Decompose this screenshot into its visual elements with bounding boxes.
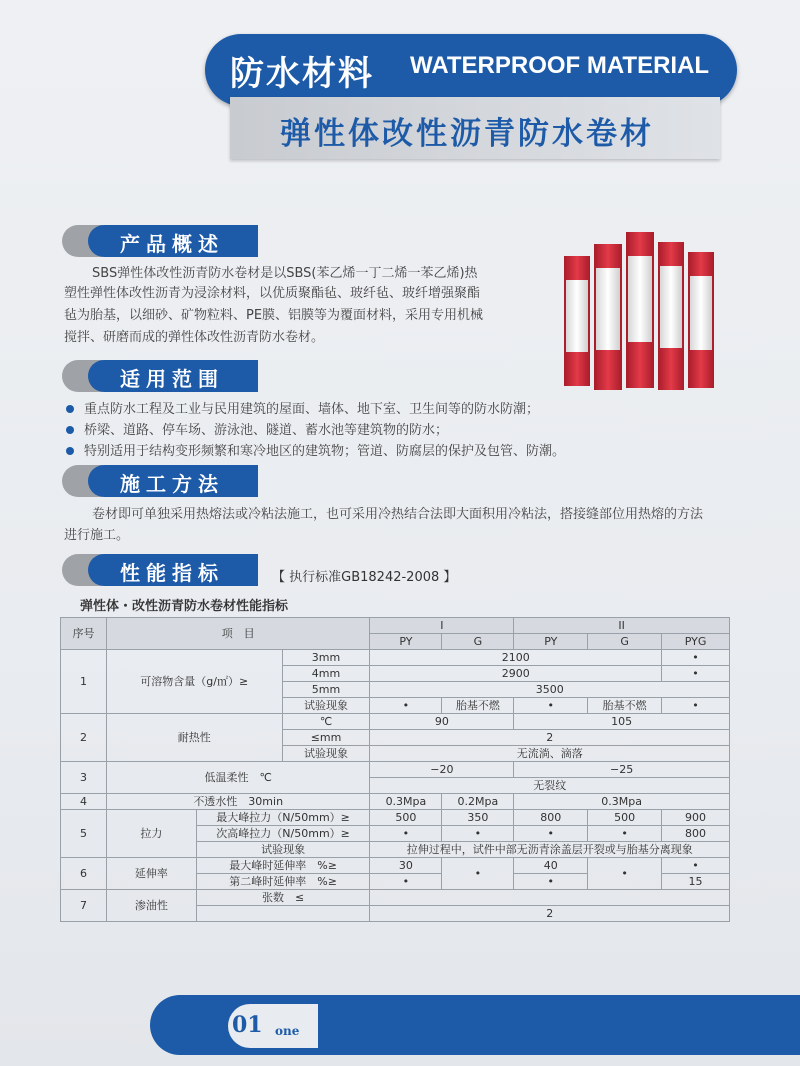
table-row: 试验现象 • 胎基不燃 • 胎基不燃 • (61, 698, 730, 714)
roll-3 (626, 232, 654, 388)
table-row: 4 不透水性 30min 0.3Mpa 0.2Mpa 0.3Mpa (61, 794, 730, 810)
performance-table (60, 617, 730, 922)
table-header-row: 序号 项 目 I II (61, 618, 730, 634)
section-tab-method (62, 465, 258, 497)
roll-2 (594, 244, 622, 390)
overview-line-2: 塑性弹性体改性沥青为浸涂材料，以优质聚酯毡、玻纤毡、玻纤增强聚酯 (64, 286, 481, 301)
method-line-2: 进行施工。 (64, 528, 130, 543)
roll-4 (658, 242, 684, 390)
roll-5 (688, 252, 714, 388)
scope-bullet-2: 桥梁、道路、停车场、游泳池、隧道、蓄水池等建筑物的防水； (66, 419, 448, 438)
table-row: 5 拉力 最大峰拉力（N/50mm）≥ 500 350 800 500 900 (61, 810, 730, 826)
standard-note: 【 执行标准GB18242-2008 】 (272, 570, 457, 585)
table-row: 试验现象 无流淌、滴落 (61, 746, 730, 762)
product-rolls-image (560, 230, 720, 390)
table-row: 第二峰时延伸率 %≥ • • 15 (61, 874, 730, 890)
page-number-word: one (275, 1024, 300, 1038)
table-header-row: PY G PY G PYG (61, 634, 730, 650)
section-label-scope: 适用范围 (120, 367, 224, 391)
section-label-performance: 性能指标 (120, 561, 224, 585)
header-title-cn: 防水材料 (230, 54, 374, 94)
section-tab-performance (62, 554, 258, 586)
method-line-1: 卷材即可单独采用热熔法或冷粘法施工，也可采用冷热结合法即大面积用冷粘法，搭接缝部位用热熔的方法 (92, 507, 704, 522)
table-row: 无裂纹 (61, 778, 730, 794)
table-row: 试验现象 拉伸过程中，试件中部无沥青涂盖层开裂或与胎基分离现象 (61, 842, 730, 858)
bullet-dot-icon (66, 447, 74, 455)
bullet-dot-icon (66, 405, 74, 413)
table-title: 弹性体・改性沥青防水卷材性能指标 (80, 599, 289, 614)
table-row: ≤mm 2 (61, 730, 730, 746)
table-row: 2 (61, 906, 730, 922)
scope-bullet-3: 特别适用于结构变形频繁和寒冷地区的建筑物；管道、防腐层的保护及包管、防潮。 (66, 440, 565, 459)
table-row: 4mm 2900 • (61, 666, 730, 682)
section-label-overview: 产品概述 (120, 232, 224, 256)
scope-bullet-1: 重点防水工程及工业与民用建筑的屋面、墙体、地下室、卫生间等的防水防潮； (66, 398, 539, 417)
table-row: 3 低温柔性 ℃ −20 −25 (61, 762, 730, 778)
header-title-en: WATERPROOF MATERIAL (410, 52, 710, 79)
overview-line-1: SBS弹性体改性沥青防水卷材是以SBS(苯乙烯一丁二烯一苯乙烯)热 (92, 266, 478, 281)
section-tab-scope (62, 360, 258, 392)
overview-line-4: 搅拌、研磨而成的弹性体改性沥青防水卷材。 (64, 330, 325, 345)
page-subtitle: 弹性体改性沥青防水卷材 (280, 116, 654, 152)
section-tab-overview (62, 225, 258, 257)
overview-line-3: 毡为胎基，以细砂、矿物粒料、PE膜、铝膜等为覆面材料，采用专用机械 (64, 308, 484, 323)
table-row: 7 渗油性 张数 ≤ (61, 890, 730, 906)
table-row: 6 延伸率 最大峰时延伸率 %≥ 30 • 40 • • (61, 858, 730, 874)
table-row: 次高峰拉力（N/50mm）≥ • • • • 800 (61, 826, 730, 842)
table-row: 2 耐热性 ℃ 90 105 (61, 714, 730, 730)
section-label-method: 施工方法 (120, 472, 224, 496)
page-number: 01 (232, 1012, 263, 1038)
roll-1 (564, 256, 590, 386)
bullet-dot-icon (66, 426, 74, 434)
table-row: 5mm 3500 (61, 682, 730, 698)
table-row: 1 可溶物含量（g/㎡）≥ 3mm 2100 • (61, 650, 730, 666)
